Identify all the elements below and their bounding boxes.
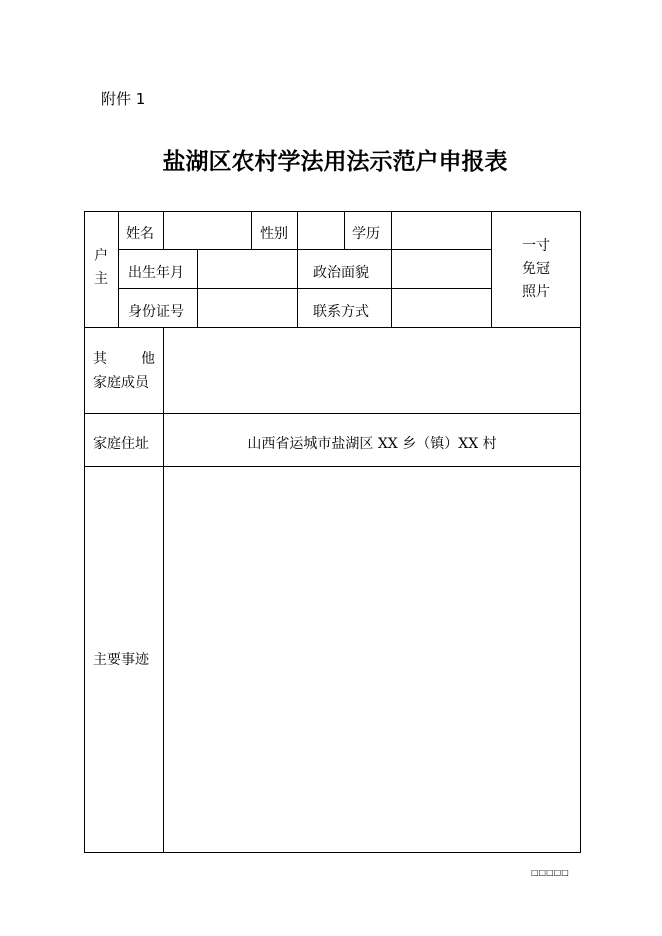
photo-placeholder[interactable] — [492, 235, 580, 304]
contact-label: 联系方式 — [313, 304, 369, 320]
row-divider — [84, 413, 581, 414]
education-field[interactable] — [392, 212, 490, 248]
name-field[interactable] — [164, 212, 250, 248]
footer-mark: □□□□□ — [531, 868, 569, 877]
address-value[interactable]: 山西省运城市盐湖区 XX 乡（镇）XX 村 — [247, 436, 497, 452]
id-number-label: 身份证号 — [128, 304, 184, 320]
education-label: 学历 — [352, 226, 380, 242]
gender-field[interactable] — [298, 212, 343, 248]
gender-label: 性别 — [260, 226, 288, 242]
birth-field[interactable] — [198, 250, 296, 287]
photo-label-line: 一寸 — [522, 238, 550, 254]
other-members-label-line2: 家庭成员 — [93, 375, 149, 391]
main-deeds-field[interactable] — [164, 467, 580, 852]
other-members-field[interactable] — [164, 328, 580, 412]
page-title: 盐湖区农村学法用法示范户申报表 — [162, 148, 508, 175]
political-status-label: 政治面貌 — [313, 265, 369, 281]
other-members-char: 其 — [93, 351, 107, 367]
birth-label: 出生年月 — [128, 265, 184, 281]
householder-label-char: 主 — [94, 271, 108, 287]
main-deeds-label: 主要事迹 — [93, 652, 149, 668]
other-members-label — [93, 350, 155, 368]
address-label: 家庭住址 — [93, 436, 149, 452]
contact-field[interactable] — [392, 289, 490, 326]
id-number-field[interactable] — [198, 289, 296, 326]
photo-label-line: 免冠 — [522, 261, 550, 277]
political-status-field[interactable] — [392, 250, 490, 287]
other-members-char: 他 — [141, 351, 155, 367]
householder-label — [84, 245, 118, 291]
col-divider — [344, 211, 345, 249]
col-divider — [118, 211, 119, 327]
photo-label-line: 照片 — [522, 284, 550, 300]
col-divider — [251, 211, 252, 249]
householder-label-char: 户 — [94, 248, 108, 264]
name-label: 姓名 — [126, 226, 154, 242]
attachment-label: 附件 1 — [101, 90, 146, 108]
